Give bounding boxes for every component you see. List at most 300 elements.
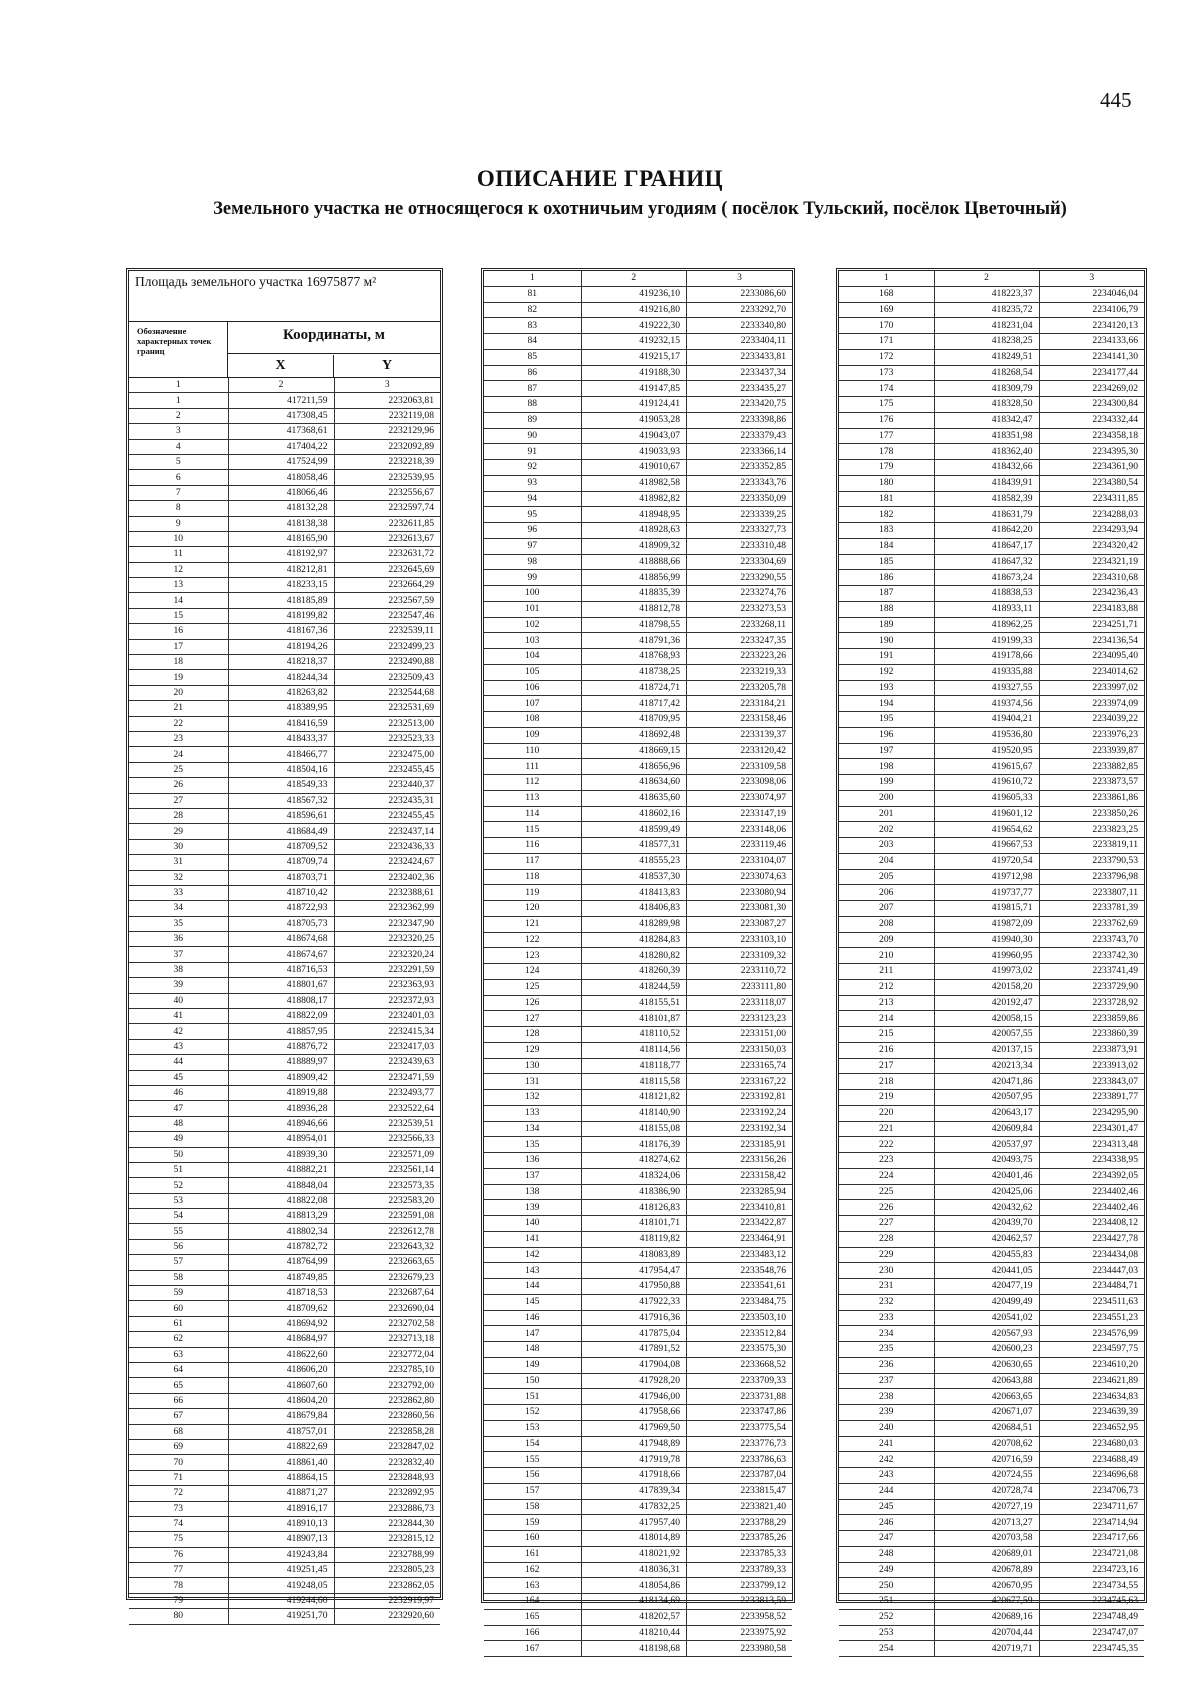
- x-coordinate: 418642,20: [934, 523, 1039, 539]
- table-row: [839, 1184, 1144, 1200]
- point-number: 89: [484, 412, 581, 428]
- y-coordinate: 2234621,89: [1039, 1373, 1144, 1389]
- table-row: [484, 538, 792, 554]
- table-row: [129, 1039, 440, 1054]
- point-number: 212: [839, 979, 934, 995]
- point-number: 11: [129, 547, 228, 562]
- point-number: 225: [839, 1184, 934, 1200]
- y-coordinate: 2233148,06: [687, 822, 793, 838]
- y-coordinate: 2233974,09: [1039, 696, 1144, 712]
- x-coordinate: 420671,07: [934, 1405, 1039, 1421]
- x-coordinate: 418822,08: [228, 1193, 334, 1208]
- y-coordinate: 2234046,04: [1039, 286, 1144, 302]
- x-coordinate: 418876,72: [228, 1039, 334, 1054]
- table-row: [839, 1578, 1144, 1594]
- y-coordinate: 2232643,32: [334, 1239, 440, 1254]
- y-coordinate: 2234706,73: [1039, 1483, 1144, 1499]
- x-coordinate: 418684,97: [228, 1332, 334, 1347]
- table-row: [129, 516, 440, 531]
- table-row: [129, 1363, 440, 1378]
- table-row: [484, 475, 792, 491]
- table-row: [484, 1389, 792, 1405]
- x-coordinate: 418433,37: [228, 731, 334, 746]
- y-coordinate: 2234269,02: [1039, 381, 1144, 397]
- y-coordinate: 2232611,85: [334, 516, 440, 531]
- x-coordinate: 418567,32: [228, 793, 334, 808]
- table-row: [129, 1009, 440, 1024]
- x-coordinate: 420630,65: [934, 1357, 1039, 1373]
- x-coordinate: 418962,25: [934, 617, 1039, 633]
- x-coordinate: 418764,99: [228, 1255, 334, 1270]
- table-row: [129, 1486, 440, 1501]
- x-coordinate: 418606,20: [228, 1363, 334, 1378]
- table-row: [129, 670, 440, 685]
- y-coordinate: 2232547,46: [334, 608, 440, 623]
- table-row: [484, 1121, 792, 1137]
- y-coordinate: 2232437,14: [334, 824, 440, 839]
- table-row: [839, 948, 1144, 964]
- table-row: [129, 439, 440, 454]
- table-row: [484, 1153, 792, 1169]
- x-coordinate: 420703,58: [934, 1531, 1039, 1547]
- table-row: [839, 1121, 1144, 1137]
- x-coordinate: 418596,61: [228, 808, 334, 823]
- point-number: 248: [839, 1546, 934, 1562]
- y-coordinate: 2234696,68: [1039, 1468, 1144, 1484]
- table-row: [484, 1294, 792, 1310]
- point-number: 147: [484, 1326, 581, 1342]
- table-row: [839, 475, 1144, 491]
- x-coordinate: 418802,34: [228, 1224, 334, 1239]
- y-coordinate: 2234380,54: [1039, 475, 1144, 491]
- point-number: 97: [484, 538, 581, 554]
- table-header: [129, 322, 440, 378]
- y-coordinate: 2232645,69: [334, 562, 440, 577]
- y-coordinate: 2233139,37: [687, 727, 793, 743]
- point-number: 200: [839, 790, 934, 806]
- x-coordinate: 420477,19: [934, 1279, 1039, 1295]
- x-coordinate: 418176,39: [581, 1137, 687, 1153]
- y-coordinate: 2234338,95: [1039, 1153, 1144, 1169]
- point-number: 90: [484, 428, 581, 444]
- y-coordinate: 2234295,90: [1039, 1105, 1144, 1121]
- table-row: [129, 685, 440, 700]
- point-label-header: Обозначение характерных точек границ: [129, 322, 228, 377]
- x-coordinate: 419033,93: [581, 444, 687, 460]
- y-coordinate: 2234236,43: [1039, 586, 1144, 602]
- table-row: [484, 286, 792, 302]
- x-coordinate: 418244,59: [581, 979, 687, 995]
- table-row: [484, 1168, 792, 1184]
- y-coordinate: 2234639,39: [1039, 1405, 1144, 1421]
- table-row: [129, 1316, 440, 1331]
- y-coordinate: 2233158,42: [687, 1168, 793, 1184]
- point-number: 228: [839, 1231, 934, 1247]
- point-number: 165: [484, 1609, 581, 1625]
- x-coordinate: 419815,71: [934, 901, 1039, 917]
- y-coordinate: 2233796,98: [1039, 869, 1144, 885]
- point-number: 176: [839, 412, 934, 428]
- y-coordinate: 2233151,00: [687, 1027, 793, 1043]
- table-row: [129, 901, 440, 916]
- y-coordinate: 2233729,90: [1039, 979, 1144, 995]
- y-coordinate: 2233435,27: [687, 381, 793, 397]
- y-coordinate: 2233087,27: [687, 916, 793, 932]
- x-coordinate: 420493,75: [934, 1153, 1039, 1169]
- table-row: [839, 397, 1144, 413]
- y-coordinate: 2233111,80: [687, 979, 793, 995]
- x-coordinate: 417969,50: [581, 1420, 687, 1436]
- table-row: [484, 727, 792, 743]
- point-number: 126: [484, 995, 581, 1011]
- x-coordinate: 418014,89: [581, 1531, 687, 1547]
- x-coordinate: 419327,55: [934, 680, 1039, 696]
- point-number: 80: [129, 1609, 228, 1624]
- point-number: 32: [129, 870, 228, 885]
- table-row: [129, 608, 440, 623]
- point-number: 47: [129, 1101, 228, 1116]
- table-row: [484, 743, 792, 759]
- table-row: [129, 1347, 440, 1362]
- point-number: 201: [839, 806, 934, 822]
- point-number: 236: [839, 1357, 934, 1373]
- x-coordinate: 420425,06: [934, 1184, 1039, 1200]
- point-number: 29: [129, 824, 228, 839]
- table-row: [484, 979, 792, 995]
- table-row: [484, 1137, 792, 1153]
- y-coordinate: 2233103,10: [687, 932, 793, 948]
- table-row: [129, 808, 440, 823]
- table-row: [484, 1105, 792, 1121]
- x-coordinate: 418848,04: [228, 1178, 334, 1193]
- table-row: [129, 1224, 440, 1239]
- y-coordinate: 2233776,73: [687, 1436, 793, 1452]
- column-number: 3: [687, 271, 793, 286]
- x-coordinate: 417958,66: [581, 1405, 687, 1421]
- x-coordinate: 417368,61: [228, 424, 334, 439]
- x-coordinate: 419216,80: [581, 302, 687, 318]
- y-coordinate: 2233147,19: [687, 806, 793, 822]
- x-coordinate: 418389,95: [228, 701, 334, 716]
- table-row: [839, 649, 1144, 665]
- table-row: [129, 1239, 440, 1254]
- x-coordinate: 418280,82: [581, 948, 687, 964]
- y-coordinate: 2232218,39: [334, 454, 440, 469]
- y-coordinate: 2232291,59: [334, 962, 440, 977]
- y-coordinate: 2233080,94: [687, 885, 793, 901]
- x-coordinate: 420057,55: [934, 1027, 1039, 1043]
- point-number: 77: [129, 1563, 228, 1578]
- table-row: [839, 334, 1144, 350]
- table-row: [839, 1279, 1144, 1295]
- table-row: [129, 1024, 440, 1039]
- table-row: [839, 1436, 1144, 1452]
- table-row: [484, 759, 792, 775]
- table-row: [129, 408, 440, 423]
- point-number: 3: [129, 424, 228, 439]
- table-row: [484, 1436, 792, 1452]
- y-coordinate: 2232805,23: [334, 1563, 440, 1578]
- y-coordinate: 2233807,11: [1039, 885, 1144, 901]
- point-number: 19: [129, 670, 228, 685]
- x-coordinate: 419010,67: [581, 460, 687, 476]
- y-coordinate: 2233980,58: [687, 1641, 793, 1657]
- page-title: ОПИСАНИЕ ГРАНИЦ: [476, 166, 724, 191]
- y-coordinate: 2234427,78: [1039, 1231, 1144, 1247]
- y-coordinate: 2232702,58: [334, 1316, 440, 1331]
- point-number: 2: [129, 408, 228, 423]
- table-row: [839, 570, 1144, 586]
- table-row: [839, 318, 1144, 334]
- y-coordinate: 2234358,18: [1039, 428, 1144, 444]
- table-row: [484, 916, 792, 932]
- table-row: [129, 578, 440, 593]
- x-coordinate: 418121,82: [581, 1090, 687, 1106]
- y-coordinate: 2232362,99: [334, 901, 440, 916]
- point-number: 237: [839, 1373, 934, 1389]
- point-number: 26: [129, 778, 228, 793]
- point-number: 251: [839, 1594, 934, 1610]
- table-row: [484, 1342, 792, 1358]
- table-row: [484, 1578, 792, 1594]
- point-number: 92: [484, 460, 581, 476]
- y-coordinate: 2233997,02: [1039, 680, 1144, 696]
- table-row: [484, 1405, 792, 1421]
- y-coordinate: 2232417,03: [334, 1039, 440, 1054]
- y-coordinate: 2233790,53: [1039, 853, 1144, 869]
- table-row: [129, 793, 440, 808]
- y-coordinate: 2232920,60: [334, 1609, 440, 1624]
- y-coordinate: 2233976,23: [1039, 727, 1144, 743]
- table-row: [129, 1455, 440, 1470]
- y-coordinate: 2233340,80: [687, 318, 793, 334]
- column-number: 2: [581, 271, 687, 286]
- y-coordinate: 2233464,91: [687, 1231, 793, 1247]
- y-coordinate: 2234177,44: [1039, 365, 1144, 381]
- point-number: 146: [484, 1310, 581, 1326]
- y-coordinate: 2232435,31: [334, 793, 440, 808]
- table-row: [484, 1594, 792, 1610]
- table-row: [129, 470, 440, 485]
- table-row: [484, 1373, 792, 1389]
- y-coordinate: 2233184,21: [687, 696, 793, 712]
- x-coordinate: 417954,47: [581, 1263, 687, 1279]
- x-coordinate: 418757,01: [228, 1424, 334, 1439]
- y-coordinate: 2234251,71: [1039, 617, 1144, 633]
- x-coordinate: 418674,68: [228, 932, 334, 947]
- table-row: [839, 680, 1144, 696]
- table-row: [839, 1405, 1144, 1421]
- y-coordinate: 2233873,91: [1039, 1042, 1144, 1058]
- point-number: 181: [839, 491, 934, 507]
- x-coordinate: 418233,15: [228, 578, 334, 593]
- table-row: [484, 1011, 792, 1027]
- column-number: 1: [129, 378, 228, 393]
- point-number: 120: [484, 901, 581, 917]
- table-row: [129, 454, 440, 469]
- y-coordinate: 2234688,49: [1039, 1452, 1144, 1468]
- x-coordinate: 418718,53: [228, 1286, 334, 1301]
- table-row: [129, 1070, 440, 1085]
- table-row: [129, 731, 440, 746]
- x-coordinate: 419244,60: [228, 1593, 334, 1608]
- x-coordinate: 419872,09: [934, 916, 1039, 932]
- point-number: 17: [129, 639, 228, 654]
- y-coordinate: 2233873,57: [1039, 775, 1144, 791]
- point-number: 35: [129, 916, 228, 931]
- x-coordinate: 418982,82: [581, 491, 687, 507]
- table-row: [839, 1625, 1144, 1641]
- y-coordinate: 2233274,76: [687, 586, 793, 602]
- y-coordinate: 2234484,71: [1039, 1279, 1144, 1295]
- point-number: 34: [129, 901, 228, 916]
- x-coordinate: 418140,90: [581, 1105, 687, 1121]
- y-coordinate: 2233192,81: [687, 1090, 793, 1106]
- point-number: 67: [129, 1409, 228, 1424]
- point-number: 129: [484, 1042, 581, 1058]
- table-row: [839, 1468, 1144, 1484]
- table-row: [839, 1342, 1144, 1358]
- x-coordinate: 418724,71: [581, 680, 687, 696]
- table-row: [839, 523, 1144, 539]
- point-number: 152: [484, 1405, 581, 1421]
- point-number: 91: [484, 444, 581, 460]
- table-row: [839, 365, 1144, 381]
- table-row: [129, 1301, 440, 1316]
- point-number: 20: [129, 685, 228, 700]
- x-coordinate: 418909,32: [581, 538, 687, 554]
- y-coordinate: 2233813,59: [687, 1594, 793, 1610]
- x-coordinate: 418115,58: [581, 1074, 687, 1090]
- point-number: 58: [129, 1270, 228, 1285]
- table-row: [129, 1162, 440, 1177]
- x-coordinate: 417211,59: [228, 393, 334, 408]
- point-number: 169: [839, 302, 934, 318]
- point-number: 159: [484, 1515, 581, 1531]
- table-row: [839, 1389, 1144, 1405]
- table-row: [839, 1641, 1144, 1657]
- y-coordinate: 2234434,08: [1039, 1247, 1144, 1263]
- y-coordinate: 2232713,18: [334, 1332, 440, 1347]
- point-number: 254: [839, 1641, 934, 1657]
- y-coordinate: 2233167,22: [687, 1074, 793, 1090]
- point-number: 63: [129, 1347, 228, 1362]
- x-coordinate: 420567,93: [934, 1326, 1039, 1342]
- point-number: 127: [484, 1011, 581, 1027]
- table-row: [484, 1499, 792, 1515]
- table-row: [129, 1501, 440, 1516]
- table-row: [484, 1200, 792, 1216]
- y-coordinate: 2233437,34: [687, 365, 793, 381]
- point-number: 93: [484, 475, 581, 491]
- point-number: 33: [129, 885, 228, 900]
- x-coordinate: 420663,65: [934, 1389, 1039, 1405]
- y-coordinate: 2233185,91: [687, 1137, 793, 1153]
- point-number: 156: [484, 1468, 581, 1484]
- y-coordinate: 2232815,12: [334, 1532, 440, 1547]
- table-row: [129, 562, 440, 577]
- y-coordinate: 2233731,88: [687, 1389, 793, 1405]
- y-coordinate: 2232523,33: [334, 731, 440, 746]
- x-coordinate: 419720,54: [934, 853, 1039, 869]
- y-coordinate: 2232844,30: [334, 1516, 440, 1531]
- y-coordinate: 2232785,10: [334, 1363, 440, 1378]
- point-number: 117: [484, 853, 581, 869]
- point-number: 61: [129, 1316, 228, 1331]
- table-row: [839, 1562, 1144, 1578]
- y-coordinate: 2232573,35: [334, 1178, 440, 1193]
- table-row: [839, 885, 1144, 901]
- x-coordinate: 419147,85: [581, 381, 687, 397]
- x-coordinate: 418413,83: [581, 885, 687, 901]
- y-coordinate: 2234136,54: [1039, 633, 1144, 649]
- table-row: [129, 1270, 440, 1285]
- table-row: [839, 1594, 1144, 1610]
- table-row: [129, 393, 440, 408]
- x-coordinate: 420643,17: [934, 1105, 1039, 1121]
- y-coordinate: 2233913,02: [1039, 1058, 1144, 1074]
- table-row: [839, 901, 1144, 917]
- y-coordinate: 2233158,46: [687, 712, 793, 728]
- y-coordinate: 2232561,14: [334, 1162, 440, 1177]
- y-coordinate: 2234313,48: [1039, 1137, 1144, 1153]
- table-row: [484, 680, 792, 696]
- point-number: 249: [839, 1562, 934, 1578]
- x-coordinate: 418907,13: [228, 1532, 334, 1547]
- point-number: 137: [484, 1168, 581, 1184]
- point-number: 177: [839, 428, 934, 444]
- x-coordinate: 419520,95: [934, 743, 1039, 759]
- y-coordinate: 2232847,02: [334, 1439, 440, 1454]
- x-coordinate: 418694,92: [228, 1316, 334, 1331]
- table-row: [484, 586, 792, 602]
- point-number: 111: [484, 759, 581, 775]
- point-number: 136: [484, 1153, 581, 1169]
- y-coordinate: 2234747,07: [1039, 1625, 1144, 1641]
- point-number: 36: [129, 932, 228, 947]
- point-number: 231: [839, 1279, 934, 1295]
- x-coordinate: 417832,25: [581, 1499, 687, 1515]
- y-coordinate: 2232862,05: [334, 1578, 440, 1593]
- point-number: 253: [839, 1625, 934, 1641]
- x-coordinate: 418916,17: [228, 1501, 334, 1516]
- point-number: 188: [839, 601, 934, 617]
- table-row: [129, 762, 440, 777]
- x-coordinate: 420689,01: [934, 1546, 1039, 1562]
- point-number: 162: [484, 1562, 581, 1578]
- table-row: [129, 870, 440, 885]
- x-coordinate: 420455,83: [934, 1247, 1039, 1263]
- table-row: [129, 1255, 440, 1270]
- y-coordinate: 2233339,25: [687, 507, 793, 523]
- table-row: [129, 1085, 440, 1100]
- point-number: 88: [484, 397, 581, 413]
- y-coordinate: 2232499,23: [334, 639, 440, 654]
- x-coordinate: 418936,28: [228, 1101, 334, 1116]
- y-coordinate: 2233548,76: [687, 1263, 793, 1279]
- y-coordinate: 2232129,96: [334, 424, 440, 439]
- point-number: 79: [129, 1593, 228, 1608]
- y-coordinate: 2233668,52: [687, 1357, 793, 1373]
- point-number: 6: [129, 470, 228, 485]
- x-coordinate: 420708,62: [934, 1436, 1039, 1452]
- y-coordinate: 2233575,30: [687, 1342, 793, 1358]
- table-row: [484, 869, 792, 885]
- y-coordinate: 2234392,05: [1039, 1168, 1144, 1184]
- x-coordinate: 418199,82: [228, 608, 334, 623]
- x-coordinate: 417904,08: [581, 1357, 687, 1373]
- table-row: [484, 601, 792, 617]
